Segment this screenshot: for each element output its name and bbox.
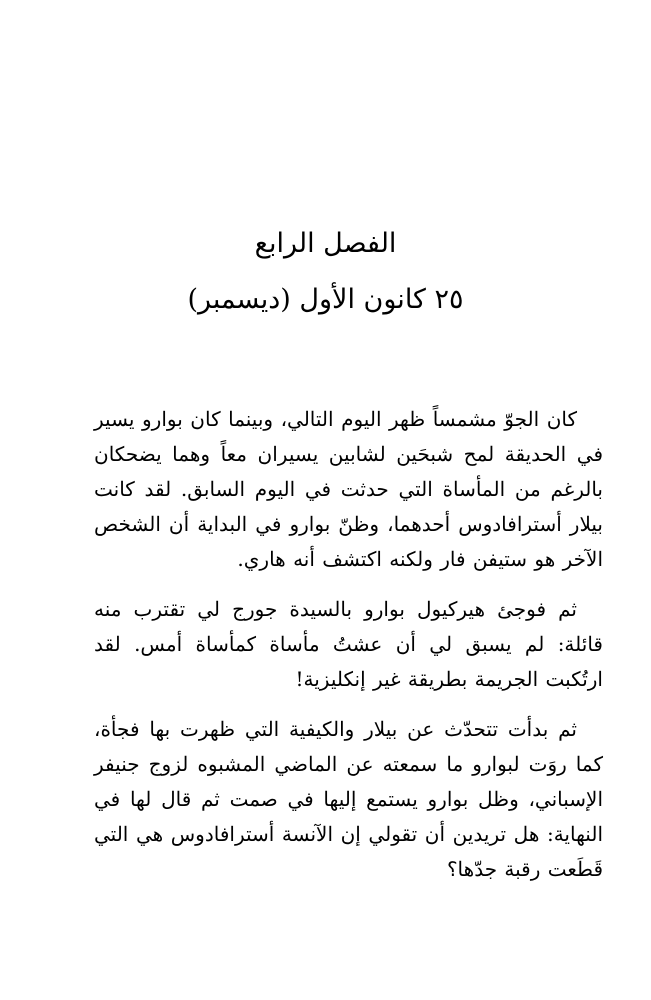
paragraph-1: كان الجوّ مشمساً ظهر اليوم التالي، وبينما كان بوارو يسير في الحديقة لمح شبحَين لشابين يسيران معاً وهما يضحكان بالرغم من المأساة التي حدثت في اليوم السابق. لقد كانت بيلار أسترافادوس أحدهما، وظنّ بوارو في البداية أن الشخص الآخر هو ستيفن فار ولكنه اكتشف أنه هاري.: [94, 407, 603, 571]
chapter-body: [94, 402, 603, 902]
chapter-heading: [0, 222, 651, 322]
chapter-date: ٢٥ كانون الأول (ديسمبر): [187, 284, 464, 315]
paragraph-3: ثم بدأت تتحدّث عن بيلار والكيفية التي ظهرت بها فجأة، كما روَت لبوارو ما سمعته عن الماضي المشبوه لزوج جنيفر الإسباني، وظل بوارو يستمع إليها في صمت ثم قال لها في النهاية: هل تريدين أن تقولي إن الآنسة أسترافادوس هي التي قَطَعت رقبة جدّها؟: [94, 717, 603, 881]
paragraph-2: ثم فوجئ هيركيول بوارو بالسيدة جورج لي تقترب منه قائلة: لم يسبق لي أن عشتُ مأساة كمأساة أمس. لقد ارتُكبت الجريمة بطريقة غير إنكليزية!: [94, 597, 603, 691]
chapter-title: الفصل الرابع: [254, 228, 397, 259]
